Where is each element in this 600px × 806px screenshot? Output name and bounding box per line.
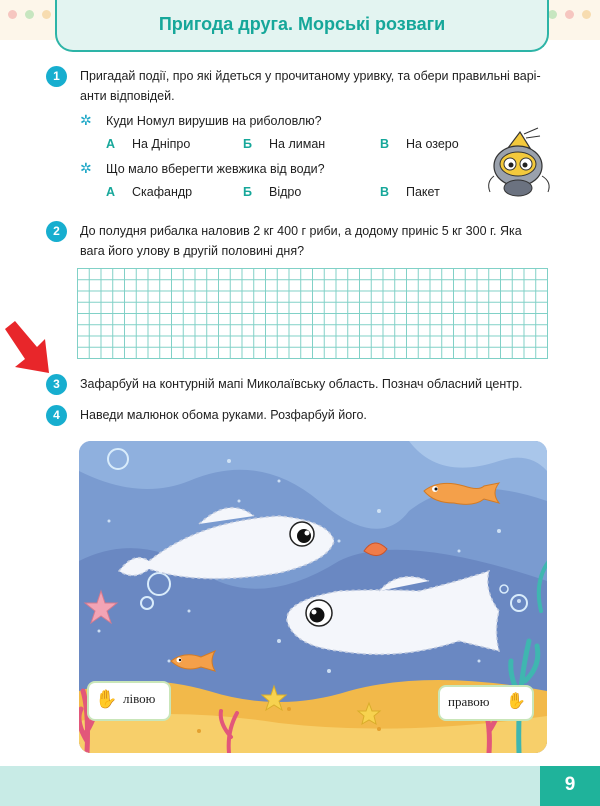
option-letter: Б [243, 185, 252, 199]
task-number-1: 1 [46, 66, 67, 87]
option-text[interactable]: Відро [269, 185, 302, 199]
option-text[interactable]: На лиман [269, 137, 326, 151]
task-2-line-2: вага його улову в другій половині дня? [80, 244, 305, 258]
option-text[interactable]: На озеро [406, 137, 459, 151]
page-number-box [540, 766, 600, 806]
answer-grid[interactable] [77, 268, 548, 359]
left-hand-text: лівою [123, 691, 156, 706]
left-hand-label [87, 681, 171, 721]
bottom-band [0, 766, 540, 806]
decorative-dots-right [548, 10, 599, 19]
task-1-text [80, 66, 550, 106]
page-title: Пригода друга. Морські розваги [158, 14, 446, 34]
task-number-4: 4 [46, 405, 67, 426]
task-1-line-2: анти відповідей. [80, 89, 175, 103]
green-hand-icon: ✋ [506, 693, 526, 710]
option-letter: А [106, 137, 116, 151]
robot-character-illustration [478, 126, 558, 204]
task-2-text [80, 221, 550, 261]
task-1-line-1: Пригадай події, про які йдеться у прочитаному уривку, та обери правильні варі- [80, 69, 541, 83]
option-text[interactable]: На Дніпро [132, 137, 191, 151]
right-hand-label [438, 685, 534, 721]
task-number-3: 3 [46, 374, 67, 395]
task-3-text: Зафарбуй на контурній мапі Миколаївську область. Познач обласний центр. [80, 377, 523, 391]
task-number-2: 2 [46, 221, 67, 242]
subquestion-2: Що мало вберегти жевжика від води? [106, 162, 325, 176]
option-text[interactable]: Пакет [406, 185, 440, 199]
sun-bullet-icon: ✲ [80, 112, 92, 128]
right-hand-text: правою [448, 694, 490, 709]
option-letter: Б [243, 137, 252, 151]
page-number: 9 [564, 774, 576, 795]
task-4-text: Наведи малюнок обома руками. Розфарбуй його. [80, 408, 367, 422]
subquestion-1: Куди Номул вирушив на риболовлю? [106, 114, 322, 128]
option-letter: В [380, 185, 390, 199]
option-text[interactable]: Скафандр [132, 185, 193, 199]
decorative-dots-left [8, 10, 59, 19]
green-hand-icon: ✋ [95, 689, 118, 709]
task-2-line-1: До полудня рибалка наловив 2 кг 400 г риби, а додому приніс 5 кг 300 г. Яка [80, 224, 522, 238]
underwater-scene-illustration [79, 441, 547, 753]
red-arrow-icon [3, 319, 55, 377]
title-tab [55, 0, 549, 52]
option-letter: В [380, 137, 390, 151]
option-letter: А [106, 185, 116, 199]
sun-bullet-icon: ✲ [80, 160, 92, 176]
